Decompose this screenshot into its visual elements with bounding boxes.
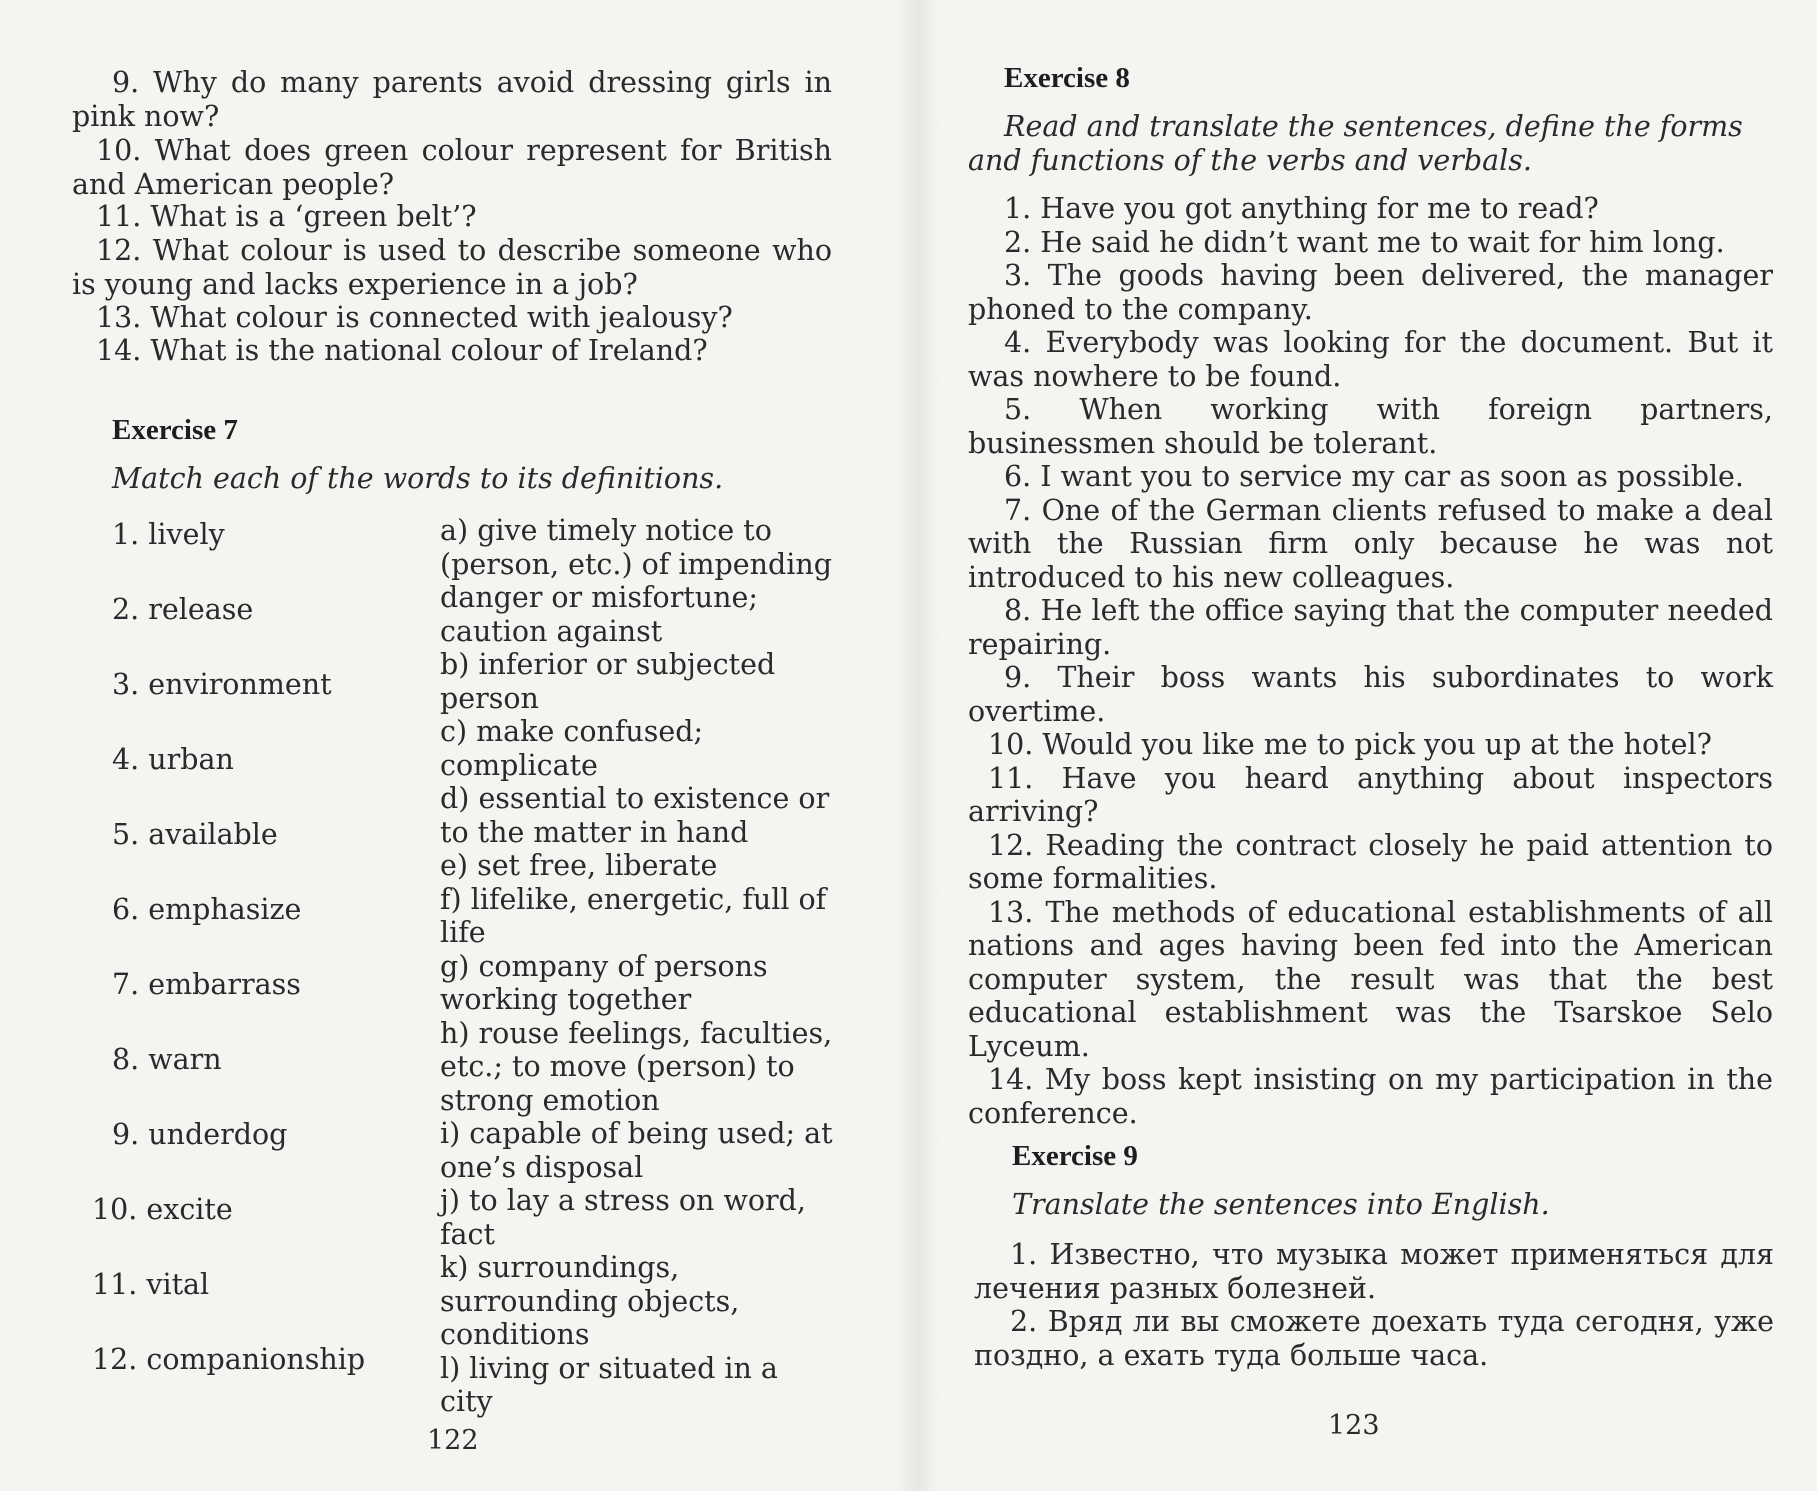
page-number: 123 <box>1328 1410 1380 1441</box>
term-item: 2. release <box>112 593 254 626</box>
question-9: 9. Why do many parents avoid dressing girls in pink now? <box>72 66 833 133</box>
exercise-9-instruction: Translate the sentences into English. <box>1012 1188 1550 1221</box>
term-item: 7. embarrass <box>112 968 301 1001</box>
sentence-item: 1. Have you got anything for me to read? <box>1004 192 1599 225</box>
question-13: 13. What colour is connected with jealousy? <box>96 301 733 334</box>
definition-item: a) give timely notice to (person, etc.) of impending danger or misfortune; caution against b) inferior or subjected person c) make confused; complicate d) essential to existence or to the matter in hand e) set free, liberate f) lifelike, energetic, full of life g) company of persons working together h) rouse feelings, faculties, etc.; to move (person) to strong emotion i) capable of being used; at one’s disposal j) to lay a stress on word, fact k) surroundings, surrounding objects, conditions l) living or situated in a city <box>440 514 833 1418</box>
sentence-item: 14. My boss kept insisting on my participation in the conference. <box>968 1063 1773 1130</box>
exercise-8-instruction: Read and translate the sentences, define the forms and functions of the verbs and verbals. <box>968 110 1743 177</box>
sentence-item: 4. Everybody was looking for the document. But it was nowhere to be found. <box>968 326 1774 393</box>
term-item: 4. urban <box>112 743 234 776</box>
term-item: 3. environment <box>112 668 332 701</box>
sentence-item: 3. The goods having been delivered, the manager phoned to the company. <box>968 259 1773 326</box>
sentence-item: 1. Известно, что музыка может применяться для лечения разных болезней. <box>974 1238 1775 1305</box>
term-item: 9. underdog <box>112 1118 288 1151</box>
question-12: 12. What colour is used to describe someone who is young and lacks experience in a job? <box>72 234 832 301</box>
sentence-item: 8. He left the office saying that the computer needed repairing. <box>968 594 1773 661</box>
sentence-item: 12. Reading the contract closely he paid attention to some formalities. <box>968 828 1773 895</box>
term-item: 5. available <box>112 818 278 851</box>
exercise-8-sentences <box>968 192 1773 1130</box>
sentence-item: 7. One of the German clients refused to make a deal with the Russian firm only because he was not introduced to his new colleagues. <box>968 493 1773 594</box>
exercise-7-instruction: Match each of the words to its definitions. <box>112 462 724 495</box>
sentence-item: 2. Вряд ли вы сможете доехать туда сегодня, уже поздно, а ехать туда больше часа. <box>974 1305 1774 1372</box>
exercise-9-sentences <box>974 1238 1774 1372</box>
term-item: 1. lively <box>112 518 225 551</box>
question-10: 10. What does green colour represent for British and American people? <box>72 134 832 201</box>
page-122 <box>0 0 900 1491</box>
sentence-item: 9. Their boss wants his subordinates to work overtime. <box>968 661 1773 728</box>
sentence-item: 6. I want you to service my car as soon as possible. <box>1004 460 1744 493</box>
exercise-9-title: Exercise 9 <box>1012 1140 1138 1172</box>
question-11: 11. What is a ‘green belt’? <box>96 200 477 233</box>
question-14: 14. What is the national colour of Ireland? <box>96 334 708 367</box>
term-item: 12. companionship <box>92 1343 366 1376</box>
page-number: 122 <box>427 1425 479 1456</box>
sentence-item: 11. Have you heard anything about inspectors arriving? <box>968 761 1773 828</box>
term-item: 10. excite <box>92 1193 233 1226</box>
term-item: 8. warn <box>112 1043 222 1076</box>
sentence-item: 2. He said he didn’t want me to wait for him long. <box>1004 225 1725 259</box>
exercise-8-title: Exercise 8 <box>1004 62 1130 94</box>
page-123 <box>930 0 1817 1491</box>
sentence-item: 13. The methods of educational establishments of all nations and ages having been fed into the American computer system, the result was that the best educational establishment was the Tsarskoe Selo Lyceum. <box>968 895 1773 1063</box>
sentence-item: 10. Would you like me to pick you up at the hotel? <box>988 728 1712 761</box>
term-item: 11. vital <box>92 1268 210 1301</box>
sentence-item: 5. When working with foreign partners, businessmen should be tolerant. <box>968 393 1773 460</box>
exercise-7-title: Exercise 7 <box>112 414 238 446</box>
term-item: 6. emphasize <box>112 893 302 926</box>
